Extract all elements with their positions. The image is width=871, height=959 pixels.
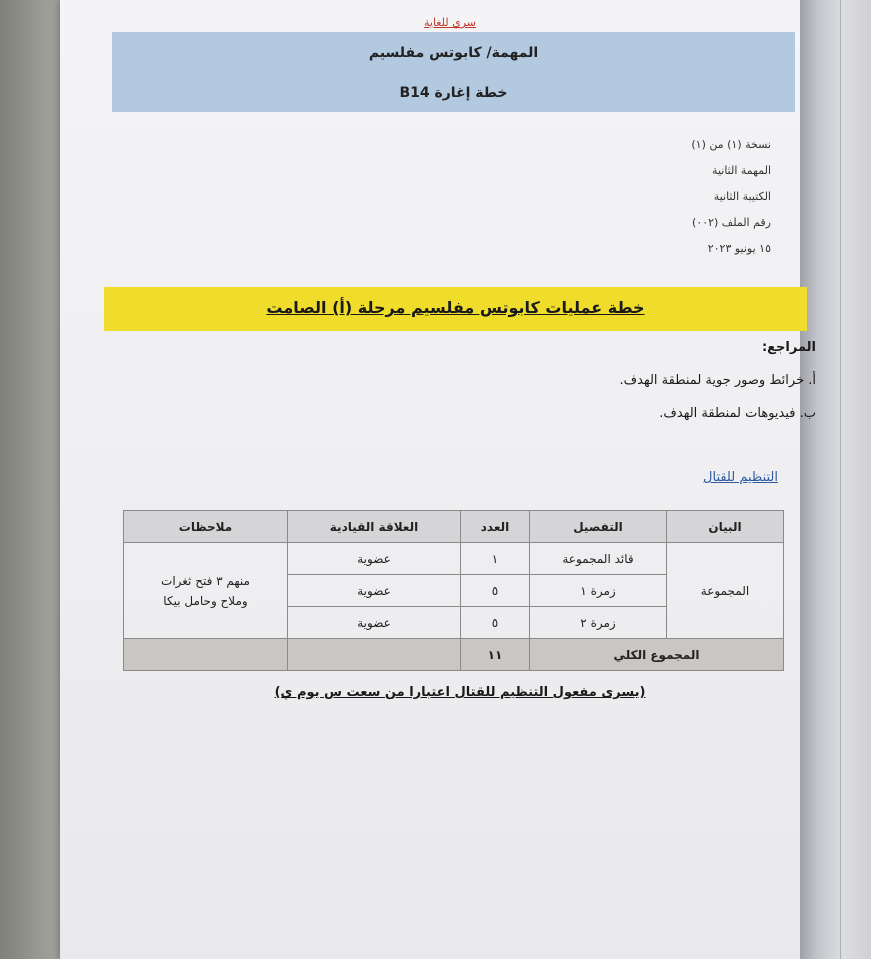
relation-cell: عضوية [288, 543, 461, 575]
table-row [124, 543, 784, 575]
relation-cell: عضوية [288, 607, 461, 639]
mission-title: المهمة/ كابوتس مفلسيم [368, 45, 539, 61]
empty-cell [124, 639, 288, 671]
notes-cell: منهم ٣ فتح ثغرات وملاح وحامل بيكا [124, 543, 288, 639]
mission-label: المهمة الثانية [712, 164, 771, 177]
document-meta [571, 132, 771, 262]
effective-note: (يسرى مفعول التنظيم للقتال اعتبارا من سعت س يوم ي) [274, 685, 646, 700]
references-heading: المراجع: [761, 340, 816, 355]
operations-title: خطة عمليات كابوتس مفلسيم مرحلة (أ) الصامت [266, 298, 645, 317]
empty-cell [288, 639, 461, 671]
battalion-label: الكتيبة الثانية [713, 190, 771, 203]
detail-cell: قائد المجموعة [530, 543, 667, 575]
count-cell: ٥ [461, 607, 530, 639]
total-count: ١١ [461, 639, 530, 671]
classification-label: سري للغاية [423, 16, 476, 29]
count-cell: ٥ [461, 575, 530, 607]
count-cell: ١ [461, 543, 530, 575]
total-row [124, 639, 784, 671]
operations-band [104, 287, 807, 331]
column-header: التفصيل [530, 511, 667, 543]
table-header-row [124, 511, 784, 543]
detail-cell: زمرة ٢ [530, 607, 667, 639]
column-header: البيان [667, 511, 784, 543]
reference-item: أ. خرائط وصور جوية لمنطقة الهدف. [619, 373, 816, 388]
file-number: رقم الملف (٠٠٢) [691, 216, 771, 229]
column-header: العلاقة القيادية [288, 511, 461, 543]
total-label: المجموع الكلي [530, 639, 784, 671]
org-for-combat-link[interactable]: التنظيم للقتال [703, 470, 778, 485]
binder-edge [800, 0, 871, 959]
detail-cell: زمرة ١ [530, 575, 667, 607]
document-date: ١٥ يونيو ٢٠٢٣ [707, 242, 771, 255]
plan-title: خطة إغارة B14 [399, 85, 508, 101]
group-cell: المجموعة [667, 543, 784, 639]
organization-table [123, 510, 784, 671]
column-header: ملاحظات [124, 511, 288, 543]
reference-item: ب. فيديوهات لمنطقة الهدف. [659, 406, 816, 421]
copy-number: نسخة (١) من (١) [691, 138, 771, 151]
relation-cell: عضوية [288, 575, 461, 607]
title-band [112, 32, 795, 112]
column-header: العدد [461, 511, 530, 543]
